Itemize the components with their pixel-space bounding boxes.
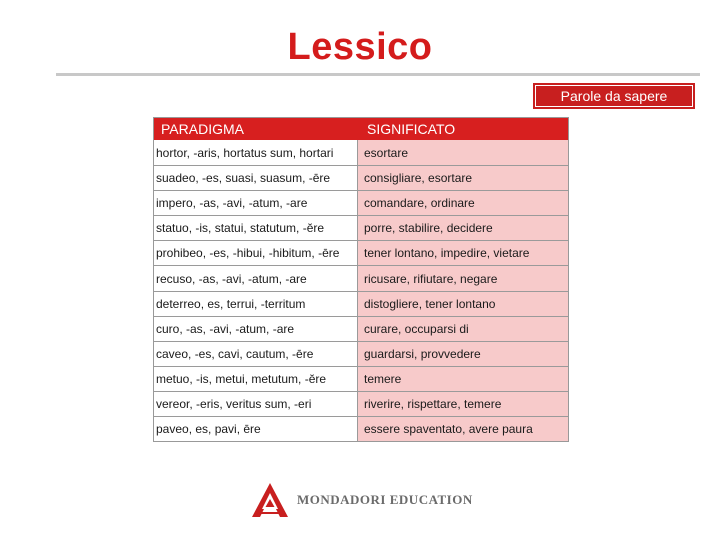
table-row bbox=[154, 341, 568, 366]
table-row bbox=[154, 416, 568, 441]
page-title: Lessico bbox=[287, 26, 433, 68]
paradigm-cell: deterreo, es, terrui, -territum bbox=[154, 292, 358, 316]
paradigm-cell: recuso, -as, -avi, -atum, -are bbox=[154, 266, 358, 290]
meaning-cell: tener lontano, impedire, vietare bbox=[358, 241, 568, 265]
vocabulary-table bbox=[153, 117, 569, 442]
paradigm-cell: suadeo, -es, suasi, suasum, -ēre bbox=[154, 166, 358, 190]
meaning-cell: riverire, rispettare, temere bbox=[358, 392, 568, 416]
paradigm-cell: curo, -as, -avi, -atum, -are bbox=[154, 317, 358, 341]
table-row bbox=[154, 240, 568, 265]
table-row bbox=[154, 316, 568, 341]
table-row bbox=[154, 265, 568, 290]
paradigm-cell: metuo, -is, metui, metutum, -ĕre bbox=[154, 367, 358, 391]
mondadori-a-icon bbox=[251, 482, 289, 518]
meaning-cell: ricusare, rifiutare, negare bbox=[358, 266, 568, 290]
logo-text: MONDADORI EDUCATION bbox=[297, 492, 473, 507]
table-row bbox=[154, 391, 568, 416]
table-body bbox=[154, 140, 568, 441]
table-row bbox=[154, 165, 568, 190]
paradigm-cell: paveo, es, pavi, ēre bbox=[154, 417, 358, 441]
meaning-cell: essere spaventato, avere paura bbox=[358, 417, 568, 441]
meaning-cell: temere bbox=[358, 367, 568, 391]
topic-badge: Parole da sapere bbox=[534, 84, 694, 108]
table-row bbox=[154, 190, 568, 215]
paradigm-cell: impero, -as, -avi, -atum, -are bbox=[154, 191, 358, 215]
table-row bbox=[154, 366, 568, 391]
title-divider bbox=[56, 73, 700, 76]
paradigm-cell: prohibeo, -es, -hibui, -hibitum, -ēre bbox=[154, 241, 358, 265]
table-header bbox=[154, 118, 568, 140]
table-row bbox=[154, 215, 568, 240]
meaning-cell: comandare, ordinare bbox=[358, 191, 568, 215]
publisher-logo bbox=[251, 480, 473, 520]
meaning-cell: curare, occuparsi di bbox=[358, 317, 568, 341]
paradigm-cell: vereor, -eris, veritus sum, -eri bbox=[154, 392, 358, 416]
meaning-cell: guardarsi, provvedere bbox=[358, 342, 568, 366]
paradigm-cell: statuo, -is, statui, statutum, -ĕre bbox=[154, 216, 358, 240]
paradigm-cell: hortor, -aris, hortatus sum, hortari bbox=[154, 140, 358, 165]
meaning-cell: esortare bbox=[358, 140, 568, 165]
meaning-cell: consigliare, esortare bbox=[358, 166, 568, 190]
meaning-cell: distogliere, tener lontano bbox=[358, 292, 568, 316]
header-significato: SIGNIFICATO bbox=[367, 121, 456, 137]
meaning-cell: porre, stabilire, decidere bbox=[358, 216, 568, 240]
table-row bbox=[154, 291, 568, 316]
header-paradigma: PARADIGMA bbox=[161, 121, 244, 137]
paradigm-cell: caveo, -es, cavi, cautum, -ēre bbox=[154, 342, 358, 366]
table-row bbox=[154, 140, 568, 165]
